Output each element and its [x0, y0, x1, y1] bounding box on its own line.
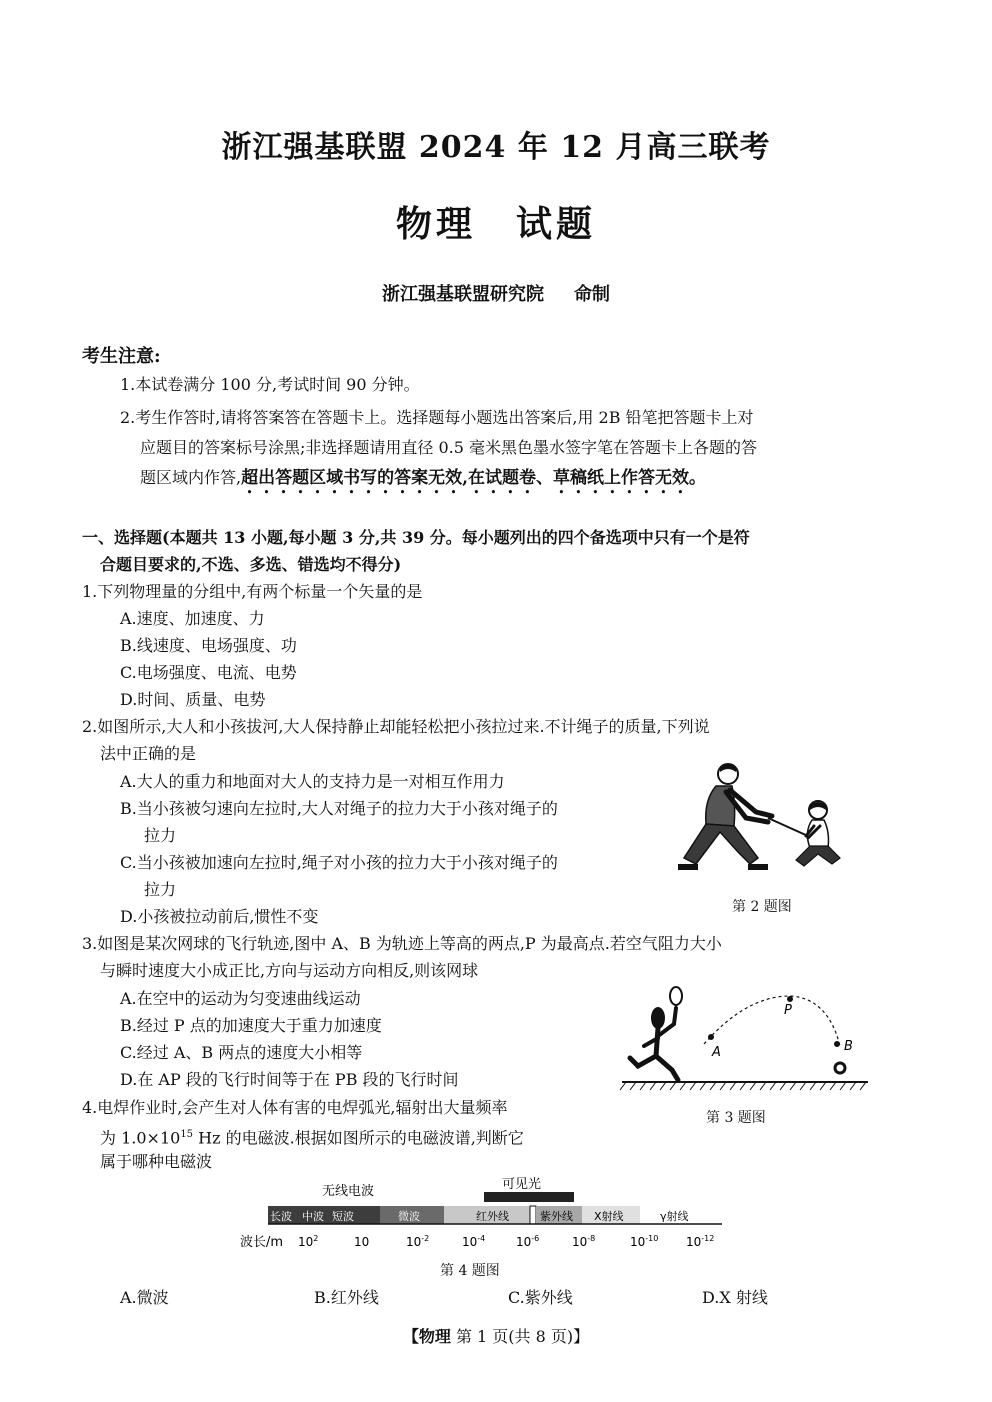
- tick-10-neg2: $10^{-2}$: [406, 1234, 430, 1249]
- footer-page-number: 第 1 页(共 8 页)】: [455, 1327, 590, 1346]
- q4-stem-line-3: 属于哪种电磁波: [100, 1152, 213, 1171]
- q2-option-c-line-2: 拉力: [144, 880, 177, 899]
- notice-item-2-line-3: [140, 464, 706, 498]
- q2-stem-line-1: 2.如图所示,大人和小孩拔河,大人保持静止却能轻松把小孩拉过来.不计绳子的质量,下列说: [82, 717, 710, 736]
- notice-item-2-line-3-plain: 题区域内作答,: [140, 468, 242, 487]
- q1-stem: 1.下列物理量的分组中,有两个标量一个矢量的是: [82, 582, 423, 601]
- notice-item-1: 1.本试卷满分 100 分,考试时间 90 分钟。: [120, 375, 420, 394]
- band-label-microwave: 微波: [398, 1210, 420, 1223]
- tick-10-neg10: $10^{-10}$: [630, 1234, 659, 1249]
- q4-stem-frequency-base: 为 1.0×10: [100, 1128, 181, 1148]
- q4-option-b: B.红外线: [314, 1288, 379, 1307]
- q4-stem-frequency-exp: 15: [180, 1129, 194, 1140]
- q1-option-d: D.时间、质量、电势: [120, 690, 266, 709]
- q4-option-a: A.微波: [120, 1288, 169, 1307]
- point-p-label: P: [784, 1003, 792, 1018]
- q2-option-a: A.大人的重力和地面对大人的支持力是一对相互作用力: [120, 772, 505, 791]
- subject-title: [0, 196, 992, 247]
- footer-subject: 【物理: [402, 1327, 451, 1346]
- tick-10-neg4: $10^{-4}$: [462, 1234, 486, 1249]
- author-name: 浙江强基联盟研究院: [382, 284, 544, 305]
- author-suffix: 命制: [574, 284, 610, 305]
- band-label-long: 长波: [270, 1210, 292, 1223]
- notice-warning: 超出答题区域书写的答案无效,在试题卷、草稿纸上作答无效。: [241, 468, 707, 488]
- q2-option-c-line-1: C.当小孩被加速向左拉时,绳子对小孩的拉力大于小孩对绳子的: [120, 853, 558, 872]
- visible-light-bar: [484, 1192, 574, 1202]
- section-heading-line-1: 一、选择题(本题共 13 小题,每小题 3 分,共 39 分。每小题列出的四个备选项中只有一个是符: [82, 528, 750, 547]
- band-label-xray: X射线: [594, 1210, 624, 1223]
- band-label-infrared: 红外线: [476, 1210, 509, 1223]
- exam-title: 浙江强基联盟 2024 年 12 月高三联考: [221, 130, 771, 165]
- q3-option-a: A.在空中的运动为匀变速曲线运动: [120, 989, 361, 1008]
- notice-item-2-line-1: 2.考生作答时,请将答案答在答题卡上。选择题每小题选出答案后,用 2B 铅笔把答题卡上对: [120, 408, 754, 427]
- q2-figure-caption: 第 2 题图: [732, 899, 792, 915]
- q4-option-d: D.X 射线: [702, 1288, 768, 1307]
- q4-stem-frequency-rest: Hz 的电磁波.根据如图所示的电磁波谱,判断它: [193, 1128, 524, 1148]
- tug-of-war-figure: [676, 760, 866, 875]
- q2-option-b-line-1: B.当小孩被匀速向左拉时,大人对绳子的拉力大于小孩对绳子的: [120, 799, 558, 818]
- notice-item-2-line-2: 应题目的答案标号涂黑;非选择题请用直径 0.5 毫米黑色墨水签字笔在答题卡上各题的答: [140, 438, 758, 457]
- q1-option-c: C.电场强度、电流、电势: [120, 663, 297, 682]
- band-label-medium: 中波: [302, 1210, 324, 1223]
- subject-name: 物理: [395, 203, 476, 245]
- q3-option-d: D.在 AP 段的飞行时间等于在 PB 段的飞行时间: [120, 1070, 459, 1089]
- band-label-ultraviolet: 紫外线: [540, 1210, 573, 1223]
- tick-10-neg12: $10^{-12}$: [686, 1234, 715, 1249]
- q4-stem-line-2: [100, 1121, 524, 1151]
- q2-option-b-line-2: 拉力: [144, 826, 177, 845]
- tick-10: 10: [354, 1235, 370, 1249]
- wavelength-axis-label: 波长/m: [240, 1235, 284, 1250]
- tick-10-2: $10^2$: [298, 1234, 319, 1249]
- radio-wave-label: 无线电波: [322, 1184, 375, 1199]
- visible-light-label: 可见光: [502, 1177, 542, 1192]
- q4-figure-caption: 第 4 题图: [440, 1263, 500, 1279]
- q3-option-c: C.经过 A、B 两点的速度大小相等: [120, 1043, 363, 1062]
- q4-stem-line-1: 4.电焊作业时,会产生对人体有害的电焊弧光,辐射出大量频率: [82, 1098, 508, 1117]
- band-visible: [530, 1206, 536, 1224]
- notice-heading: 考生注意:: [82, 346, 161, 367]
- point-b-label: B: [844, 1039, 853, 1054]
- q4-option-c: C.紫外线: [508, 1288, 573, 1307]
- page-footer: [0, 1324, 992, 1347]
- section-heading-line-2: 合题目要求的,不选、多选、错选均不得分): [100, 555, 402, 574]
- band-label-short: 短波: [332, 1210, 354, 1223]
- em-spectrum-figure: [236, 1176, 730, 1256]
- subject-kind: 试题: [516, 203, 597, 245]
- q1-option-a: A.速度、加速度、力: [120, 609, 265, 628]
- q2-option-d: D.小孩被拉动前后,惯性不变: [120, 907, 319, 926]
- author-line: [0, 280, 992, 306]
- q3-figure-caption: 第 3 题图: [706, 1110, 766, 1126]
- band-label-gamma: γ射线: [660, 1210, 689, 1223]
- tennis-trajectory-figure: [616, 982, 872, 1092]
- q2-stem-line-2: 法中正确的是: [100, 744, 197, 763]
- tick-10-neg6: $10^{-6}$: [516, 1234, 540, 1249]
- tick-10-neg8: $10^{-8}$: [572, 1234, 596, 1249]
- point-a-label: A: [712, 1045, 721, 1060]
- q3-stem-line-2: 与瞬时速度大小成正比,方向与运动方向相反,则该网球: [100, 961, 479, 980]
- q3-stem-line-1: 3.如图是某次网球的飞行轨迹,图中 A、B 为轨迹上等高的两点,P 为最高点.若空气阻力大小: [82, 934, 722, 953]
- q3-option-b: B.经过 P 点的加速度大于重力加速度: [120, 1016, 382, 1035]
- q1-option-b: B.线速度、电场强度、功: [120, 636, 297, 655]
